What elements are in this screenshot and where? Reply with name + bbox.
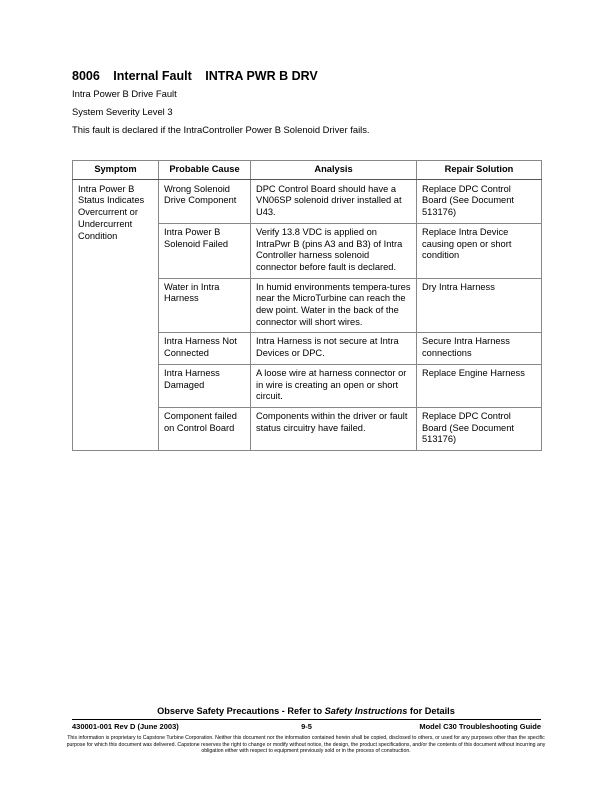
table-row bbox=[73, 179, 542, 223]
proprietary-disclaimer: This information is proprietary to Capstone Turbine Corporation. Neither this document nor the information contained herein shall be copied, disclosed to others, or used for any purposes other than the specific purpose for which this document was delivered. Capstone reserves the right to change or modify without notice, the design, the product specifications, and/or the contents of this document without incurring any obligation either with respect to equipment previously sold or in the process of construction. bbox=[66, 735, 546, 755]
repair-cell: Dry Intra Harness bbox=[417, 278, 542, 333]
footer-divider bbox=[72, 719, 541, 720]
severity-level: System Severity Level 3 bbox=[72, 106, 173, 117]
cause-cell: Intra Harness Not Connected bbox=[159, 333, 251, 364]
analysis-cell: Components within the driver or fault status circuitry have failed. bbox=[251, 407, 417, 450]
header-probable-cause: Probable Cause bbox=[159, 161, 251, 180]
header-symptom: Symptom bbox=[73, 161, 159, 180]
precaution-prefix: Observe Safety Precautions - Refer to bbox=[157, 706, 325, 716]
table-header-row bbox=[73, 161, 542, 180]
fault-code: 8006 bbox=[72, 69, 100, 83]
page-number: 9-5 bbox=[301, 722, 312, 731]
troubleshooting-table bbox=[72, 160, 542, 451]
header-analysis: Analysis bbox=[251, 161, 417, 180]
header-repair-solution: Repair Solution bbox=[417, 161, 542, 180]
analysis-cell: DPC Control Board should have a VN06SP solenoid driver installed at U43. bbox=[251, 179, 417, 223]
precaution-suffix: for Details bbox=[407, 706, 455, 716]
repair-cell: Replace DPC Control Board (See Document 513176) bbox=[417, 179, 542, 223]
fault-declaration: This fault is declared if the IntraController Power B Solenoid Driver fails. bbox=[72, 124, 370, 135]
analysis-cell: A loose wire at harness connector or in wire is creating an open or short circuit. bbox=[251, 364, 417, 407]
repair-cell: Replace Engine Harness bbox=[417, 364, 542, 407]
precaution-reference: Safety Instructions bbox=[324, 706, 408, 716]
fault-id: INTRA PWR B DRV bbox=[205, 69, 318, 83]
cause-cell: Intra Harness Damaged bbox=[159, 364, 251, 407]
analysis-cell: Verify 13.8 VDC is applied on IntraPwr B (pins A3 and B3) of Intra Controller harness solenoid connector before fault is declared. bbox=[251, 223, 417, 278]
cause-cell: Intra Power B Solenoid Failed bbox=[159, 223, 251, 278]
fault-name: Internal Fault bbox=[113, 69, 192, 83]
cause-cell: Component failed on Control Board bbox=[159, 407, 251, 450]
page-footer bbox=[72, 722, 541, 732]
repair-cell: Replace DPC Control Board (See Document 513176) bbox=[417, 407, 542, 450]
symptom-cell: Intra Power B Status Indicates Overcurrent or Undercurrent Condition bbox=[73, 179, 159, 450]
guide-title: Model C30 Troubleshooting Guide bbox=[419, 722, 541, 731]
cause-cell: Water in Intra Harness bbox=[159, 278, 251, 333]
repair-cell: Replace Intra Device causing open or short condition bbox=[417, 223, 542, 278]
document-number: 430001-001 Rev D (June 2003) bbox=[72, 722, 179, 731]
analysis-cell: In humid environments tempera-tures near the MicroTurbine can reach the dew point. Water in the back of the connector will short wires. bbox=[251, 278, 417, 333]
repair-cell: Secure Intra Harness connections bbox=[417, 333, 542, 364]
cause-cell: Wrong Solenoid Drive Component bbox=[159, 179, 251, 223]
fault-description: Intra Power B Drive Fault bbox=[72, 88, 177, 99]
safety-precautions-note bbox=[0, 706, 612, 716]
analysis-cell: Intra Harness is not secure at Intra Devices or DPC. bbox=[251, 333, 417, 364]
fault-title bbox=[72, 69, 318, 83]
